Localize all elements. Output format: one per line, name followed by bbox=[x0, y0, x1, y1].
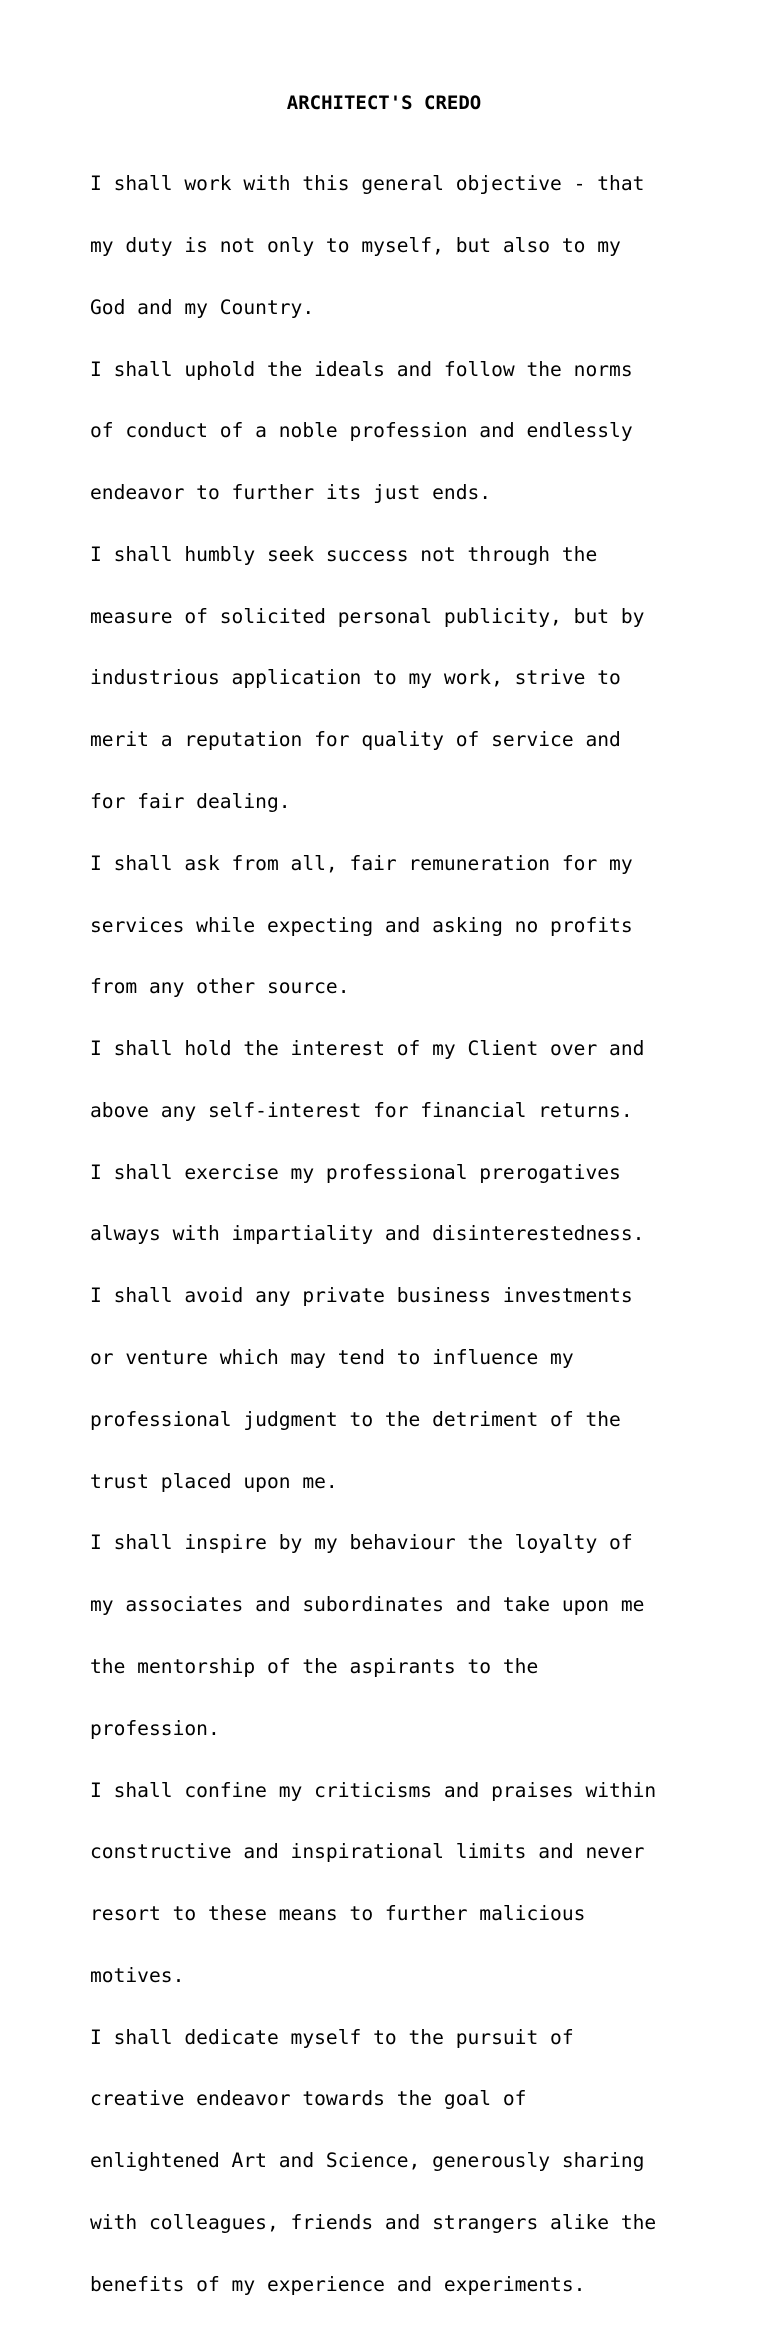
text-line: industrious application to my work, strive to bbox=[90, 666, 621, 690]
text-line: I shall avoid any private business investments bbox=[90, 1284, 633, 1308]
text-line: I shall hold the interest of my Client over and bbox=[90, 1037, 645, 1061]
text-line: I shall humbly seek success not through the bbox=[90, 542, 598, 566]
text-line: the mentorship of the aspirants to the bbox=[90, 1654, 539, 1678]
text-line: I shall ask from all, fair remuneration for my bbox=[90, 851, 633, 875]
text-line: with colleagues, friends and strangers alike the bbox=[90, 2210, 657, 2234]
text-line: endeavor to further its just ends. bbox=[90, 481, 492, 505]
text-line: creative endeavor towards the goal of bbox=[90, 2087, 527, 2111]
text-line: my associates and subordinates and take upon me bbox=[90, 1593, 645, 1617]
text-line: I shall confine my criticisms and praises within bbox=[90, 1778, 657, 1802]
document-body bbox=[90, 133, 760, 2337]
text-line: for fair dealing. bbox=[90, 790, 291, 813]
text-line: benefits of my experience and experiments. bbox=[90, 2272, 586, 2296]
text-line: enlightened Art and Science, generously sharing bbox=[90, 2149, 645, 2173]
document-title: ARCHITECT'S CREDO bbox=[286, 92, 482, 114]
text-line: trust placed upon me. bbox=[90, 1469, 338, 1493]
text-line: resort to these means to further malicious bbox=[90, 1902, 586, 1926]
text-line: above any self-interest for financial returns. bbox=[90, 1098, 633, 1122]
text-line: motives. bbox=[90, 1963, 185, 1987]
text-line: of conduct of a noble profession and endlessly bbox=[90, 419, 633, 443]
text-line: my duty is not only to myself, but also to my bbox=[90, 233, 621, 257]
text-line: I shall exercise my professional prerogatives bbox=[90, 1160, 621, 1184]
text-line: professional judgment to the detriment of the bbox=[90, 1407, 621, 1431]
text-line: profession. bbox=[90, 1716, 220, 1740]
text-line: measure of solicited personal publicity, but by bbox=[90, 604, 645, 628]
text-line: constructive and inspirational limits and never bbox=[90, 1840, 645, 1864]
text-line: I shall work with this general objective - that bbox=[90, 172, 645, 196]
text-line: God and my Country. bbox=[90, 295, 315, 319]
text-line: merit a reputation for quality of service and bbox=[90, 728, 621, 752]
text-line: I shall uphold the ideals and follow the norms bbox=[90, 357, 633, 381]
text-line: I shall dedicate myself to the pursuit of bbox=[90, 2025, 574, 2049]
text-line: I shall inspire by my behaviour the loyalty of bbox=[90, 1531, 633, 1555]
text-line: or venture which may tend to influence my bbox=[90, 1346, 574, 1370]
text-line: services while expecting and asking no profits bbox=[90, 913, 633, 937]
text-line: from any other source. bbox=[90, 975, 350, 999]
text-line: always with impartiality and disinterestedness. bbox=[90, 1222, 645, 1246]
